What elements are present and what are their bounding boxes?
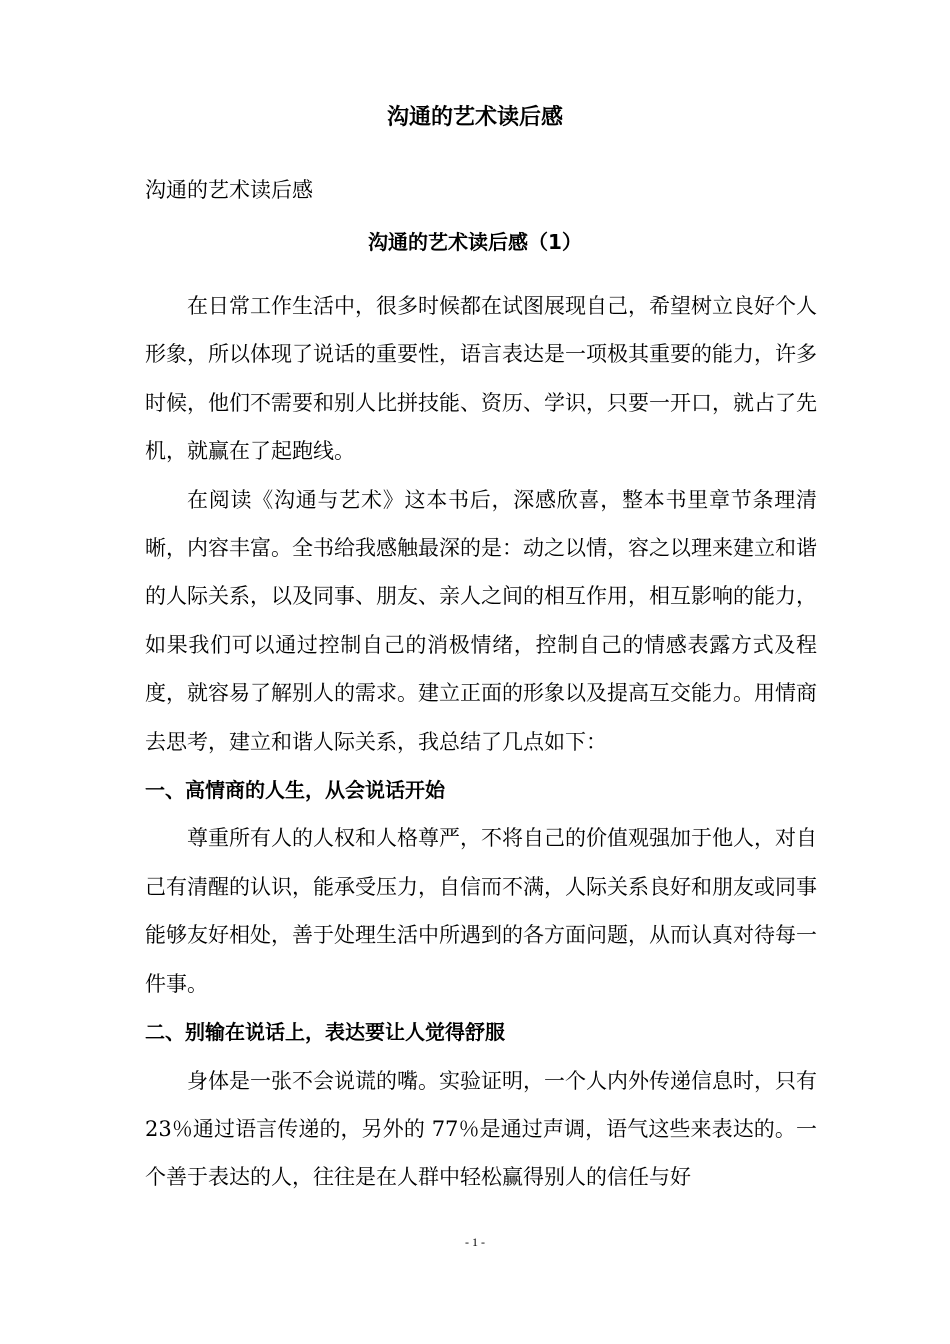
section-title: 沟通的艺术读后感（1） xyxy=(368,230,582,254)
document-title: 沟通的艺术读后感 xyxy=(386,105,563,130)
paragraph-2: 在阅读《沟通与艺术》这本书后，深感欣喜，整本书里章节条理清晰，内容丰富。全书给我感触最深的是：动之以情，容之以理来建立和谐的人际关系，以及同事、朋友、亲人之间的相互作用，相互影响的能力，如果我们可以通过控制自己的消极情绪，控制自己的情感表露方式及程度，就容易了解别人的需求。建立正面的形象以及提高互交能力。用情商去思考，建立和谐人际关系，我总结了几点如下： xyxy=(145,487,817,754)
document-subtitle: 沟通的艺术读后感 xyxy=(145,178,313,202)
body-content xyxy=(145,282,817,1202)
paragraph-3: 尊重所有人的人权和人格尊严，不将自己的价值观强加于他人，对自己有清醒的认识，能承受压力，自信而不满，人际关系良好和朋友或同事能够友好相处，善于处理生活中所遇到的各方面问题，从而认真对待每一件事。 xyxy=(145,826,817,996)
heading-high-eq: 一、高情商的人生，从会说话开始 xyxy=(145,778,445,803)
heading-expression: 二、别输在说话上，表达要让人觉得舒服 xyxy=(145,1020,505,1045)
paragraph-4: 身体是一张不会说谎的嘴。实验证明，一个人内外传递信息时，只有 23％通过语言传递的，另外的 77％是通过声调，语气这些来表达的。一个善于表达的人，往往是在人群中轻松赢得别人的信任与好 xyxy=(145,1068,817,1190)
paragraph-1: 在日常工作生活中，很多时候都在试图展现自己，希望树立良好个人形象，所以体现了说话的重要性，语言表达是一项极其重要的能力，许多时候，他们不需要和别人比拼技能、资历、学识，只要一开口，就占了先机，就赢在了起跑线。 xyxy=(145,294,817,464)
page-number: - 1 - xyxy=(465,1235,485,1249)
